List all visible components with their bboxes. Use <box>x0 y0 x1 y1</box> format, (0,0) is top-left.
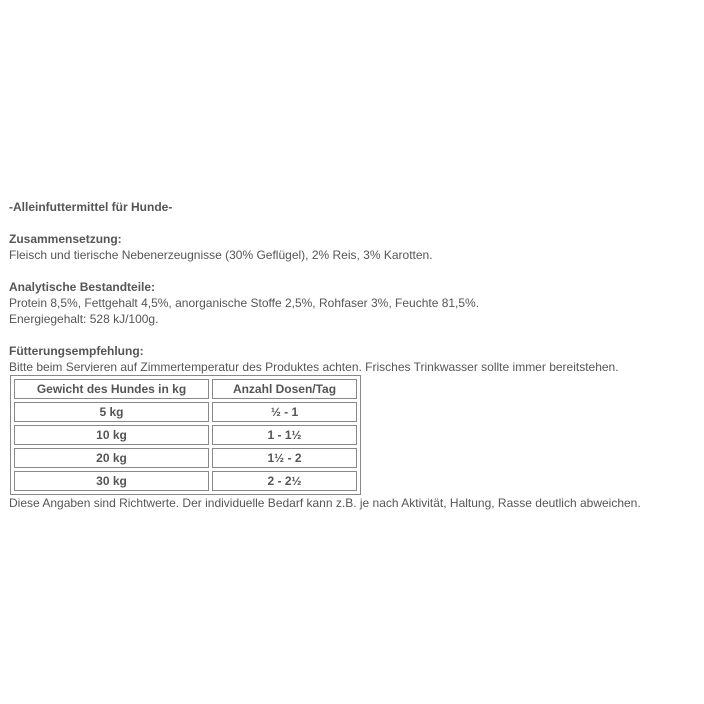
table-row <box>14 471 357 491</box>
spacer <box>9 263 699 279</box>
table-row <box>14 425 357 445</box>
table-cell-weight: 5 kg <box>14 402 209 422</box>
analytics-line-1: Protein 8,5%, Fettgehalt 4,5%, anorganische Stoffe 2,5%, Rohfaser 3%, Feuchte 81,5%. <box>9 296 480 310</box>
product-title: -Alleinfuttermittel für Hunde- <box>9 200 173 214</box>
table-cell-cans: ½ - 1 <box>212 402 357 422</box>
spacer <box>9 327 699 343</box>
table-header-row <box>14 379 357 399</box>
table-row <box>14 402 357 422</box>
analytics-heading: Analytische Bestandteile: <box>9 280 156 294</box>
composition-text: Fleisch und tierische Nebenerzeugnisse (30% Geflügel), 2% Reis, 3% Karotten. <box>9 248 433 262</box>
feeding-note: Diese Angaben sind Richtwerte. Der individuelle Bedarf kann z.B. je nach Aktivität, Haltung, Rasse deutlich abweichen. <box>9 496 641 510</box>
table-cell-weight: 10 kg <box>14 425 209 445</box>
table-cell-cans: 1½ - 2 <box>212 448 357 468</box>
feeding-heading: Fütterungsempfehlung: <box>9 344 144 358</box>
table-cell-cans: 1 - 1½ <box>212 425 357 445</box>
table-cell-weight: 20 kg <box>14 448 209 468</box>
feeding-text: Bitte beim Servieren auf Zimmertemperatur des Produktes achten. Frisches Trinkwasser sollte immer bereitstehen. <box>9 360 619 374</box>
table-row <box>14 448 357 468</box>
composition-heading: Zusammensetzung: <box>9 232 122 246</box>
spacer <box>9 215 699 231</box>
table-cell-cans: 2 - 2½ <box>212 471 357 491</box>
table-cell-weight: 30 kg <box>14 471 209 491</box>
table-header-cans: Anzahl Dosen/Tag <box>212 379 357 399</box>
table-header-weight: Gewicht des Hundes in kg <box>14 379 209 399</box>
feeding-table <box>10 375 361 495</box>
analytics-line-2: Energiegehalt: 528 kJ/100g. <box>9 312 159 326</box>
product-description <box>9 199 699 511</box>
